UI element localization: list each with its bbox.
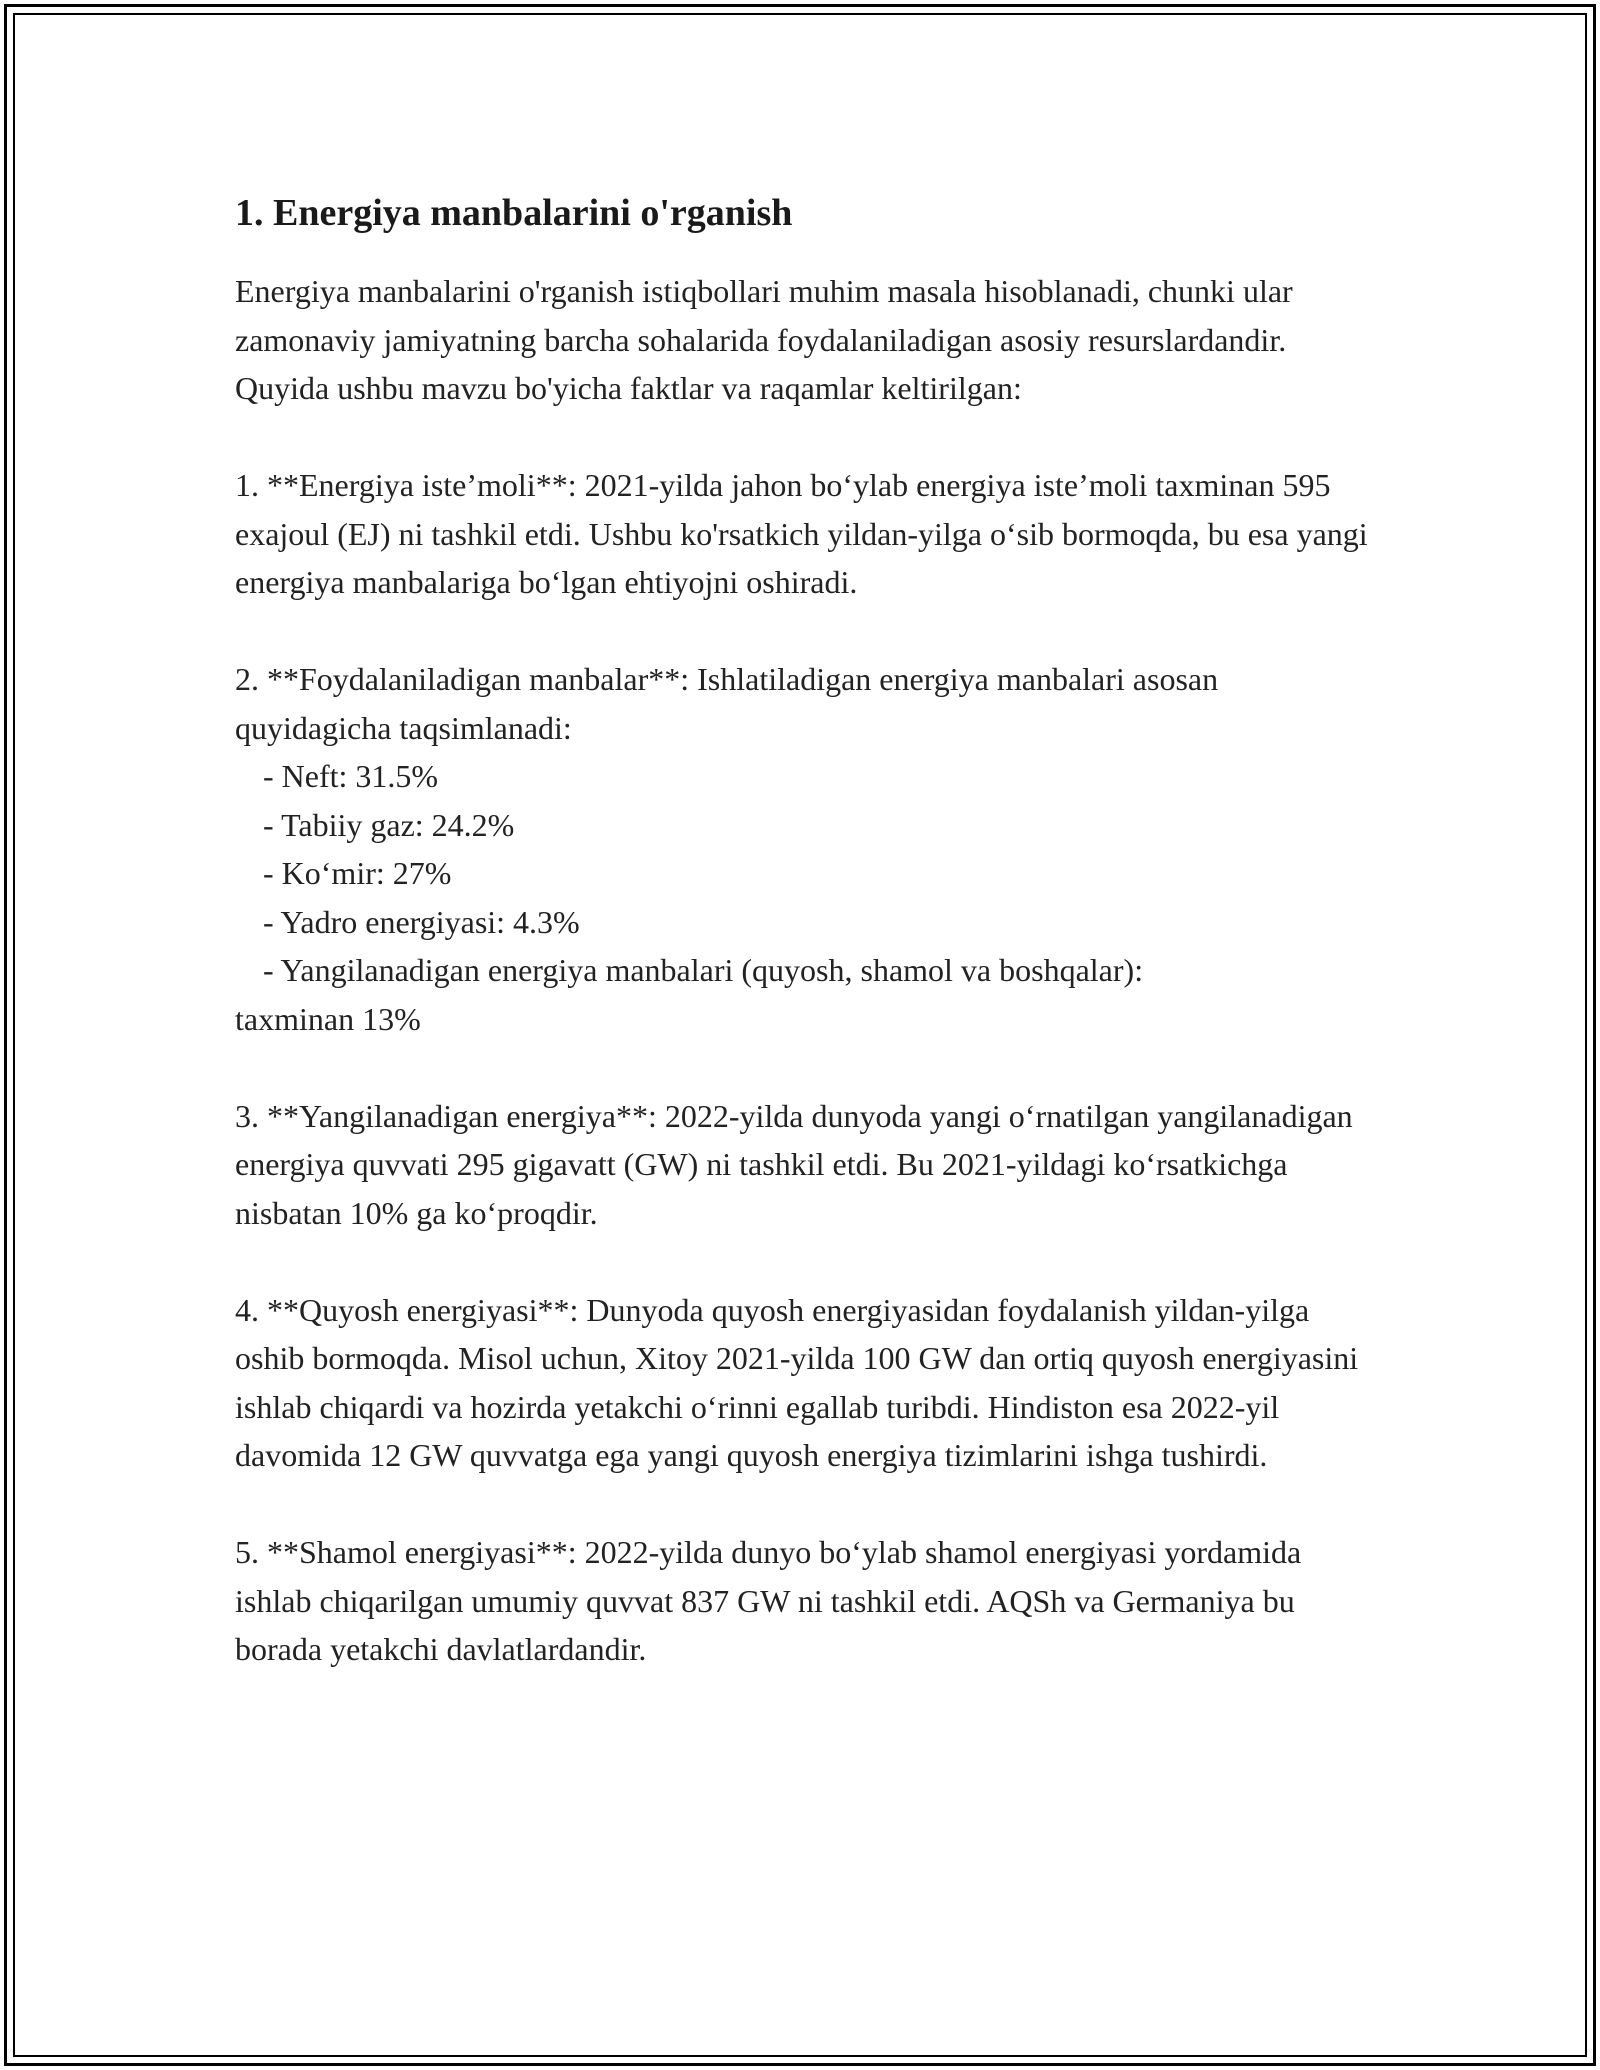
item-energy-consumption: 1. **Energiya iste’moli**: 2021-yilda jahon bo‘ylab energiya iste’moli taxminan 595 exajoul (EJ) ni tashkil etdi. Ushbu ko'rsatkich yildan-yilga o‘sib bormoqda, bu esa yangi energiya manbalariga bo‘lgan ehtiyojni oshiradi.	[235, 467, 1376, 600]
intro-paragraph: Energiya manbalarini o'rganish istiqbollari muhim masala hisoblanadi, chunki ular zamonaviy jamiyatning barcha sohalarida foydalaniladigan asosiy resurslardandir. Quyida ushbu mavzu bo'yicha faktlar va raqamlar keltirilgan:	[235, 273, 1301, 406]
bullet-natural-gas: - Tabiiy gaz: 24.2%	[263, 806, 515, 843]
paragraph-gap	[235, 1043, 1380, 1092]
paragraph-gap	[235, 413, 1380, 462]
item-energy-sources-lead: 2. **Foydalaniladigan manbalar**: Ishlatiladigan energiya manbalari asosan quyidagicha taqsimlanadi:	[235, 661, 1227, 746]
document-body	[235, 187, 1380, 1674]
bullet-renewables-continuation: taxminan 13%	[235, 1000, 421, 1037]
section-title: 1. Energiya manbalarini o'rganish	[235, 192, 793, 234]
bullet-nuclear: - Yadro energiyasi: 4.3%	[263, 903, 580, 940]
bullet-oil: - Neft: 31.5%	[263, 758, 439, 794]
bullet-renewables: - Yangilanadigan energiya manbalari (quyosh, shamol va boshqalar):	[263, 952, 1144, 988]
paragraph-gap	[235, 1237, 1380, 1286]
paragraph-gap	[235, 607, 1380, 656]
bullet-coal: - Ko‘mir: 27%	[263, 855, 452, 891]
paragraph-gap	[235, 1480, 1380, 1529]
item-wind-energy: 5. **Shamol energiyasi**: 2022-yilda dunyo bo‘ylab shamol energiyasi yordamida ishlab chiqarilgan umumiy quvvat 837 GW ni tashkil etdi. AQSh va Germaniya bu borada yetakchi davlatlardandir.	[235, 1534, 1310, 1667]
item-solar-energy: 4. **Quyosh energiyasi**: Dunyoda quyosh energiyasidan foydalanish yildan-yilga oshib bormoqda. Misol uchun, Xitoy 2021-yilda 100 GW dan ortiq quyosh energiyasini ishlab chiqardi va hozirda yetakchi o‘rinni egallab turibdi. Hindiston esa 2022-yil davomida 12 GW quvvatga ega yangi quyosh energiya tizimlarini ishga tushirdi.	[235, 1291, 1367, 1473]
item-renewable-energy: 3. **Yangilanadigan energiya**: 2022-yilda dunyoda yangi o‘rnatilgan yangilanadigan energiya quvvati 295 gigavatt (GW) ni tashkil etdi. Bu 2021-yildagi ko‘rsatkichga nisbatan 10% ga ko‘proqdir.	[235, 1097, 1361, 1231]
